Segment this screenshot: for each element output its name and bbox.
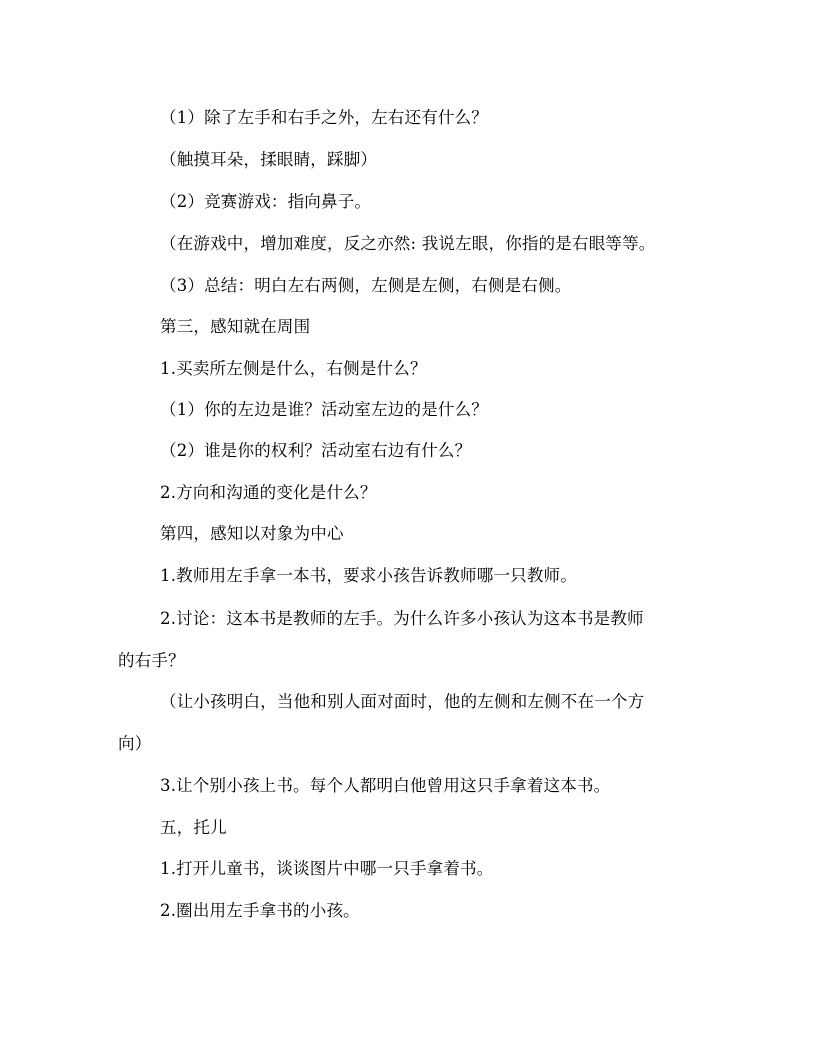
paragraph-line: （2）竞赛游戏：指向鼻子。 [160, 192, 372, 211]
paragraph-line: （1）除了左手和右手之外，左右还有什么？ [160, 108, 488, 127]
paragraph-line-continuation: 的右手？ [118, 651, 185, 670]
paragraph-line: 1.打开儿童书，谈谈图片中哪一只手拿着书。 [160, 859, 494, 878]
paragraph-line: （触摸耳朵，揉眼睛，踩脚） [160, 150, 378, 169]
paragraph-line: （3）总结：明白左右两侧，左侧是左侧，右侧是右侧。 [160, 276, 572, 295]
paragraph-line: （让小孩明白，当他和别人面对面时，他的左侧和左侧不在一个方 [160, 692, 645, 711]
paragraph-line: （2）谁是你的权利？活动室右边有什么？ [160, 441, 472, 460]
paragraph-line: 3.让个别小孩上书。每个人都明白他曾用这只手拿着这本书。 [160, 776, 611, 795]
section-heading: 第三，感知就在周围 [160, 317, 311, 336]
paragraph-line: 2.讨论：这本书是教师的左手。为什么许多小孩认为这本书是教师 [160, 609, 644, 628]
paragraph-line: （在游戏中，增加难度，反之亦然: 我说左眼，你指的是右眼等等。 [160, 234, 656, 253]
paragraph-line: （1）你的左边是谁？活动室左边的是什么？ [160, 400, 488, 419]
section-heading: 第四，感知以对象为中心 [160, 524, 344, 543]
paragraph-line-continuation: 向） [118, 734, 152, 753]
paragraph-line: 2.圈出用左手拿书的小孩。 [160, 901, 360, 920]
paragraph-line: 2.方向和沟通的变化是什么？ [160, 483, 377, 502]
paragraph-line: 1.买卖所左侧是什么，右侧是什么？ [160, 359, 427, 378]
section-heading: 五，托儿 [160, 818, 227, 837]
paragraph-line: 1.教师用左手拿一本书，要求小孩告诉教师哪一只教师。 [160, 566, 577, 585]
